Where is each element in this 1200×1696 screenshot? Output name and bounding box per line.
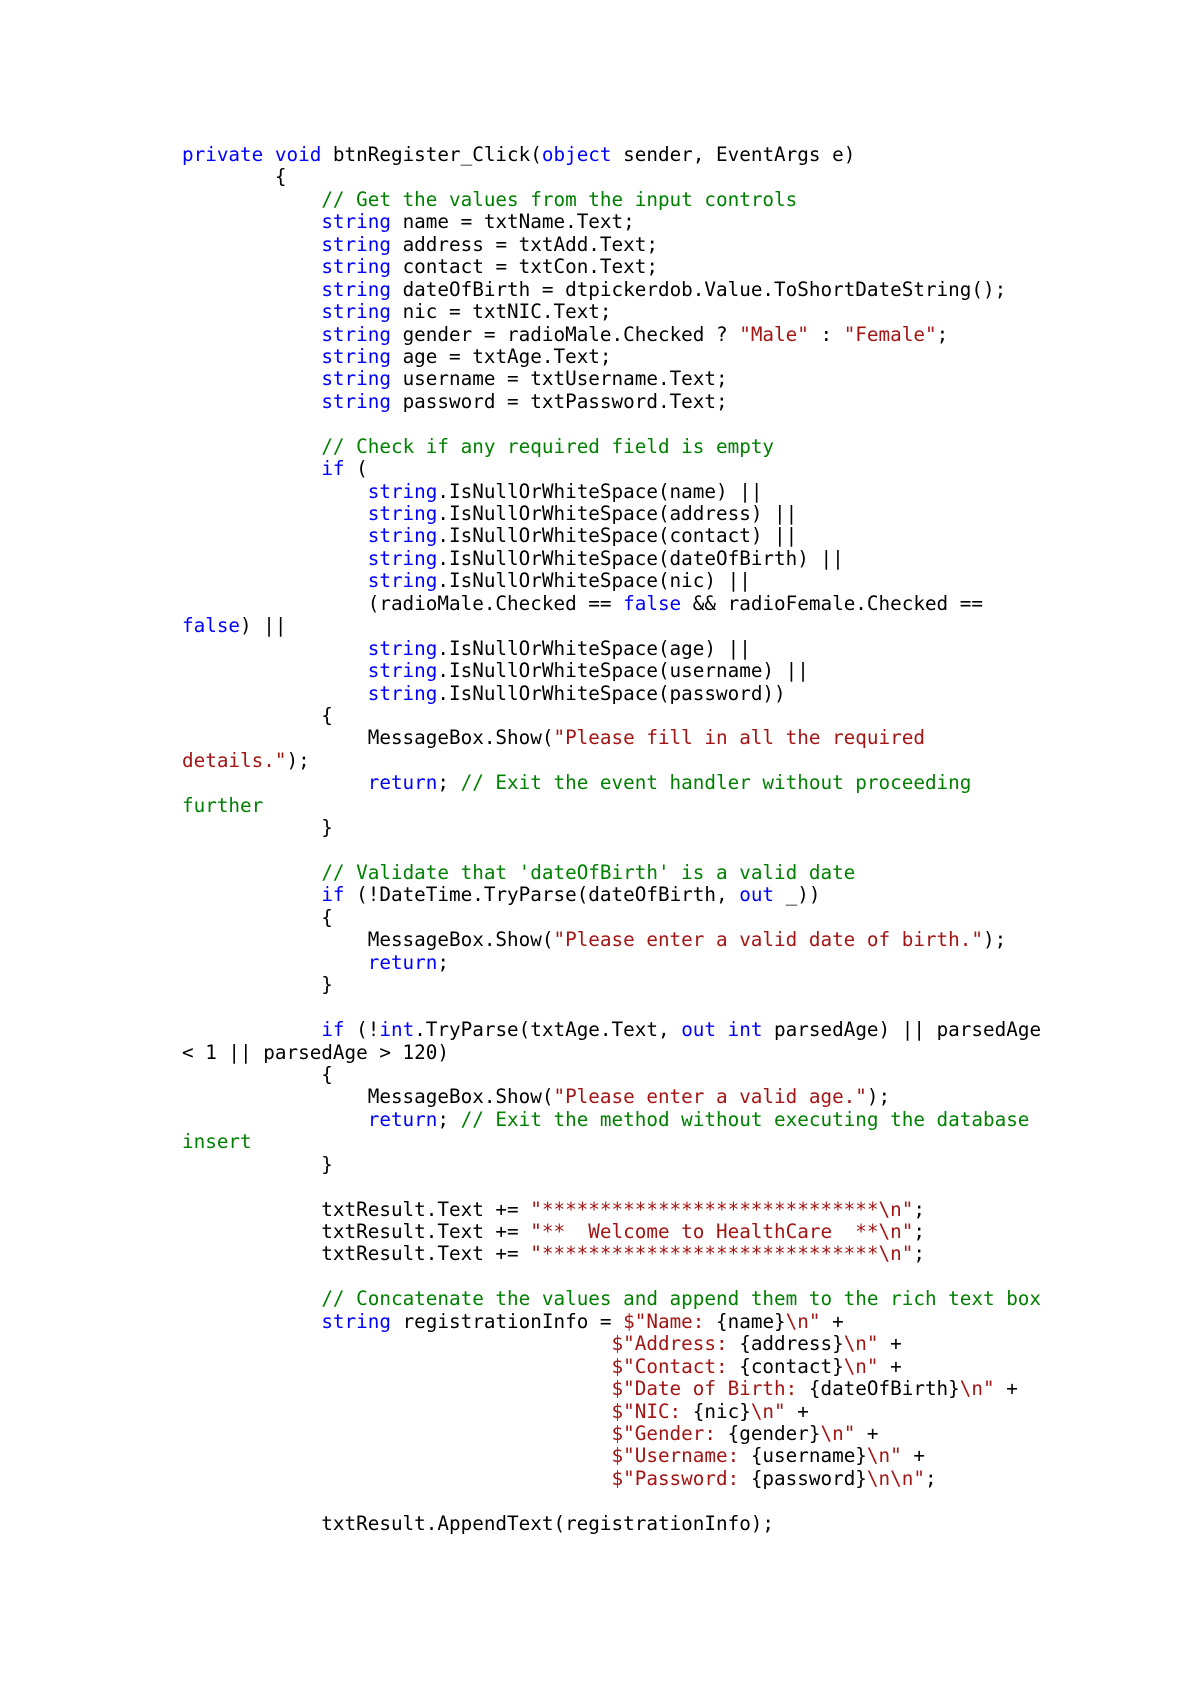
code-token: btnRegister_Click( — [321, 143, 542, 166]
code-token: .IsNullOrWhiteSpace(nic) || — [437, 569, 751, 593]
code-token — [182, 255, 321, 278]
code-token — [182, 435, 321, 458]
code-token: ); — [982, 928, 1007, 952]
code-token: ; — [437, 771, 461, 795]
code-line — [182, 1378, 1142, 1400]
comment-token: insert — [182, 1130, 252, 1154]
code-token — [182, 569, 368, 592]
code-token: + — [901, 1444, 925, 1468]
keyword-token: if — [321, 457, 345, 481]
code-token — [182, 951, 368, 974]
keyword-token: string — [367, 636, 438, 660]
code-line — [182, 324, 1142, 346]
code-line — [182, 705, 1142, 727]
code-token: {dateOfBirth} — [808, 1377, 960, 1401]
code-line — [182, 638, 1142, 660]
keyword-token: string — [321, 255, 391, 279]
code-token — [182, 300, 321, 323]
code-line — [182, 907, 1142, 929]
string-token: \n\n" — [866, 1466, 925, 1490]
code-token: gender = radioMale.Checked ? — [390, 322, 740, 346]
comment-token: // Exit the method without executing the database — [460, 1107, 1030, 1131]
keyword-token: int — [379, 1018, 415, 1042]
code-token: ; — [924, 1466, 937, 1490]
string-token: \n" — [750, 1399, 786, 1423]
code-listing — [182, 144, 1142, 1535]
code-line — [182, 525, 1142, 547]
code-token: } — [182, 1152, 333, 1176]
code-line — [182, 503, 1142, 525]
code-line — [182, 795, 1142, 817]
keyword-token: out — [739, 883, 775, 907]
string-token: "Female" — [843, 322, 937, 346]
code-line — [182, 346, 1142, 368]
code-token — [182, 188, 321, 211]
code-line — [182, 1154, 1142, 1176]
code-line — [182, 683, 1142, 705]
code-token — [182, 771, 368, 794]
code-line — [182, 570, 1142, 592]
code-line — [182, 1042, 1142, 1064]
code-token — [182, 1287, 321, 1310]
string-token: $"Contact: — [611, 1354, 740, 1378]
keyword-token: if — [321, 1018, 345, 1042]
code-line — [182, 1311, 1142, 1333]
comment-token: // Concatenate the values and append them to the rich text box — [321, 1287, 1042, 1311]
code-token: MessageBox.Show( — [182, 1085, 554, 1109]
code-line — [182, 1019, 1142, 1041]
code-token — [182, 883, 321, 906]
code-line — [182, 1513, 1142, 1535]
string-token: "Male" — [739, 322, 809, 346]
keyword-token: object — [541, 143, 612, 166]
keyword-token: return — [367, 771, 438, 795]
code-token: MessageBox.Show( — [182, 928, 554, 952]
code-token: txtResult.Text += — [182, 1242, 531, 1266]
code-token — [182, 1377, 612, 1400]
code-token — [182, 524, 368, 547]
code-token: .IsNullOrWhiteSpace(username) || — [437, 659, 809, 683]
code-token: {name} — [716, 1309, 786, 1333]
code-line — [182, 234, 1142, 256]
code-token: .IsNullOrWhiteSpace(password)) — [437, 681, 786, 705]
code-line — [182, 391, 1142, 413]
code-token — [182, 1310, 321, 1333]
code-token: dateOfBirth = dtpickerdob.Value.ToShortDateString(); — [390, 277, 1007, 301]
code-token: ); — [286, 748, 310, 772]
code-token: } — [182, 973, 333, 997]
code-token — [182, 457, 321, 480]
keyword-token: string — [321, 322, 391, 346]
string-token: \n" — [785, 1309, 821, 1333]
string-token: "*****************************\n" — [530, 1197, 914, 1221]
string-token: $"Gender: — [611, 1421, 728, 1445]
code-line — [182, 593, 1142, 615]
keyword-token: int — [727, 1018, 763, 1042]
code-line — [182, 660, 1142, 682]
string-token: \n" — [959, 1377, 995, 1401]
code-token: name = txtName.Text; — [390, 210, 635, 234]
comment-token: // Validate that 'dateOfBirth' is a valid date — [321, 861, 856, 884]
code-line — [182, 1266, 1142, 1288]
code-token — [716, 1018, 728, 1041]
code-token: .IsNullOrWhiteSpace(contact) || — [437, 524, 798, 548]
code-token: (radioMale.Checked == — [182, 591, 624, 615]
code-token: + — [820, 1309, 844, 1333]
code-token: contact = txtCon.Text; — [390, 255, 658, 279]
string-token: $"Date of Birth: — [611, 1377, 809, 1401]
code-line — [182, 458, 1142, 480]
code-line — [182, 368, 1142, 390]
code-token — [182, 345, 321, 368]
code-token: { — [182, 1062, 333, 1086]
keyword-token: string — [321, 300, 391, 324]
keyword-token: return — [367, 950, 438, 974]
code-line — [182, 436, 1142, 458]
code-token: ( — [344, 457, 368, 481]
keyword-token: string — [367, 524, 438, 548]
code-token: {username} — [750, 1444, 867, 1468]
code-token — [182, 480, 368, 503]
code-line — [182, 997, 1142, 1019]
code-token: (! — [344, 1018, 380, 1042]
string-token: "Please fill in all the required — [553, 726, 925, 750]
code-line — [182, 817, 1142, 839]
code-line — [182, 189, 1142, 211]
code-token: ; — [437, 1107, 461, 1131]
code-token: {address} — [739, 1332, 844, 1356]
keyword-token: void — [274, 143, 322, 166]
code-token: < 1 || parsedAge > 120) — [182, 1040, 449, 1064]
code-line — [182, 301, 1142, 323]
code-line — [182, 1131, 1142, 1153]
keyword-token: string — [321, 367, 391, 391]
code-token: password = txtPassword.Text; — [390, 389, 728, 413]
code-token: _)) — [774, 883, 821, 907]
keyword-token: string — [367, 479, 438, 503]
comment-token: // Get the values from the input controls — [321, 187, 798, 211]
code-line — [182, 279, 1142, 301]
comment-token: // Check if any required field is empty — [321, 434, 775, 458]
string-token: \n" — [843, 1354, 879, 1378]
code-token — [182, 367, 321, 390]
code-token: ; — [913, 1220, 925, 1243]
code-token — [182, 233, 321, 256]
string-token: details." — [182, 748, 287, 772]
code-token — [182, 323, 321, 346]
code-line — [182, 952, 1142, 974]
code-token — [182, 861, 321, 884]
code-token: ) || — [240, 614, 287, 638]
code-token: { — [182, 905, 333, 929]
code-token: ; — [913, 1242, 925, 1266]
code-line — [182, 1333, 1142, 1355]
code-token — [182, 637, 368, 660]
code-token — [182, 682, 368, 705]
code-token: : — [808, 322, 844, 346]
keyword-token: string — [321, 232, 391, 256]
keyword-token: string — [321, 277, 391, 301]
code-token: + — [994, 1377, 1018, 1401]
code-line — [182, 1064, 1142, 1086]
code-token — [263, 143, 275, 166]
code-token: && radioFemale.Checked == — [681, 591, 983, 615]
code-token: + — [785, 1399, 809, 1423]
code-line — [182, 1401, 1142, 1423]
code-token — [182, 1422, 612, 1445]
code-line — [182, 1176, 1142, 1198]
code-token — [182, 1332, 612, 1355]
code-line — [182, 1199, 1142, 1221]
code-line — [182, 548, 1142, 570]
code-line — [182, 840, 1142, 862]
code-token: .IsNullOrWhiteSpace(address) || — [437, 502, 798, 525]
code-token: {gender} — [727, 1421, 821, 1445]
string-token: $"Username: — [611, 1444, 751, 1468]
string-token: $"Name: — [623, 1309, 717, 1333]
keyword-token: string — [321, 210, 391, 234]
code-line — [182, 929, 1142, 951]
code-token — [182, 1400, 612, 1423]
string-token: "Please enter a valid age." — [553, 1085, 867, 1109]
code-line — [182, 750, 1142, 772]
code-line — [182, 1468, 1142, 1490]
code-token: {nic} — [692, 1399, 751, 1423]
string-token: \n" — [866, 1444, 902, 1468]
code-line — [182, 144, 1142, 166]
keyword-token: string — [321, 389, 391, 413]
string-token: "Please enter a valid date of birth." — [553, 928, 983, 952]
code-token: {contact} — [739, 1354, 844, 1378]
code-line — [182, 211, 1142, 233]
keyword-token: string — [367, 569, 438, 593]
code-token: registrationInfo = — [390, 1309, 624, 1333]
keyword-token: false — [182, 614, 241, 638]
code-line — [182, 727, 1142, 749]
string-token: $"NIC: — [611, 1399, 693, 1423]
code-line — [182, 862, 1142, 884]
code-token: address = txtAdd.Text; — [390, 232, 658, 256]
code-token: .IsNullOrWhiteSpace(name) || — [437, 479, 763, 503]
code-line — [182, 1423, 1142, 1445]
code-line — [182, 884, 1142, 906]
code-token: sender, EventArgs e) — [611, 143, 856, 166]
keyword-token: string — [321, 344, 391, 368]
code-token: .TryParse(txtAge.Text, — [414, 1018, 682, 1042]
comment-token: // Exit the event handler without proceeding — [460, 771, 972, 795]
code-token: MessageBox.Show( — [182, 726, 554, 750]
string-token: \n" — [820, 1421, 856, 1445]
string-token: \n" — [843, 1332, 879, 1356]
keyword-token: private — [182, 143, 264, 166]
code-line — [182, 1490, 1142, 1512]
code-token: ; — [936, 322, 949, 346]
keyword-token: string — [367, 502, 438, 525]
code-line — [182, 166, 1142, 188]
code-token: { — [182, 703, 333, 727]
keyword-token: string — [367, 659, 438, 683]
code-line — [182, 1356, 1142, 1378]
string-token: $"Password: — [611, 1466, 751, 1490]
code-token — [182, 502, 368, 525]
code-token — [182, 1355, 612, 1378]
code-token — [182, 210, 321, 233]
code-line — [182, 256, 1142, 278]
code-token: .IsNullOrWhiteSpace(dateOfBirth) || — [437, 546, 844, 570]
code-line — [182, 1109, 1142, 1131]
keyword-token: false — [623, 591, 682, 615]
code-token: ); — [866, 1085, 891, 1109]
code-token — [182, 547, 368, 570]
code-token — [182, 1444, 612, 1467]
code-token: + — [878, 1354, 902, 1378]
code-token: {password} — [750, 1466, 867, 1490]
code-token: } — [182, 816, 333, 840]
string-token: $"Address: — [611, 1332, 740, 1356]
code-token: ; — [913, 1197, 925, 1221]
code-token: nic = txtNIC.Text; — [390, 300, 612, 324]
code-token: + — [878, 1332, 902, 1356]
code-token: ; — [437, 950, 449, 974]
code-line — [182, 772, 1142, 794]
code-token — [182, 1108, 368, 1131]
keyword-token: return — [367, 1107, 438, 1131]
code-line — [182, 1288, 1142, 1310]
code-line — [182, 1086, 1142, 1108]
keyword-token: if — [321, 883, 345, 907]
code-token — [182, 659, 368, 682]
code-line — [182, 1445, 1142, 1467]
keyword-token: string — [367, 681, 438, 705]
code-line — [182, 615, 1142, 637]
code-token: txtResult.AppendText(registrationInfo); — [182, 1511, 775, 1535]
code-token — [182, 278, 321, 301]
code-line — [182, 1243, 1142, 1265]
code-token: age = txtAge.Text; — [390, 344, 612, 368]
comment-token: further — [182, 793, 264, 817]
code-token: txtResult.Text += — [182, 1220, 531, 1243]
code-line — [182, 413, 1142, 435]
code-token — [182, 1467, 612, 1490]
keyword-token: string — [321, 1309, 391, 1333]
code-line — [182, 974, 1142, 996]
code-token — [182, 390, 321, 413]
code-line — [182, 1221, 1142, 1243]
code-token: (!DateTime.TryParse(dateOfBirth, — [344, 883, 740, 907]
code-token: username = txtUsername.Text; — [390, 367, 728, 391]
string-token: "*****************************\n" — [530, 1242, 914, 1266]
keyword-token: out — [681, 1018, 717, 1042]
code-token: txtResult.Text += — [182, 1197, 531, 1221]
string-token: "** Welcome to HealthCare **\n" — [530, 1220, 914, 1243]
code-token — [182, 1018, 321, 1041]
code-token: { — [182, 165, 287, 189]
keyword-token: string — [367, 546, 438, 570]
code-token: + — [855, 1421, 879, 1445]
code-token: parsedAge) || parsedAge — [762, 1018, 1042, 1042]
code-line — [182, 481, 1142, 503]
code-token: .IsNullOrWhiteSpace(age) || — [437, 636, 751, 660]
